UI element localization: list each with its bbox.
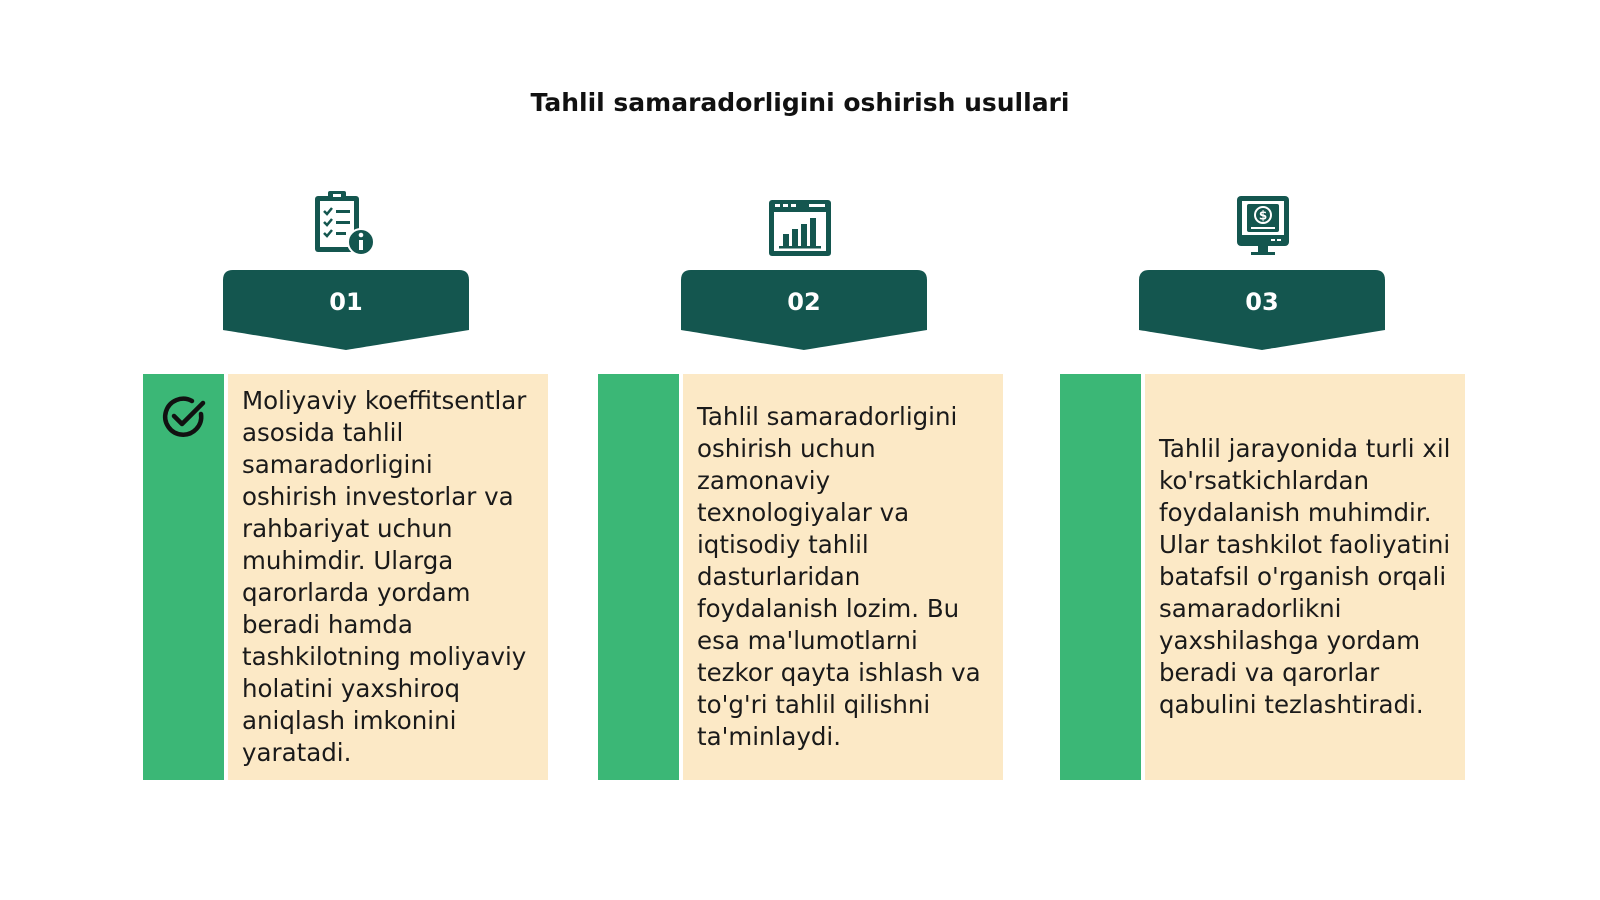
clipboard-checklist-info-icon xyxy=(309,188,381,260)
info-card-01 xyxy=(143,374,548,780)
info-card-02 xyxy=(598,374,1003,780)
page-title: Tahlil samaradorligini oshirish usullari xyxy=(530,88,1070,117)
card-body xyxy=(228,374,548,780)
card-accent-bar xyxy=(598,374,679,780)
card-text: Tahlil samaradorligini oshirish uchun zamonaviy texnologiyalar va iqtisodiy tahlil dasturlaridan foydalanish lozim. Bu esa ma'lumotlarni tezkor qayta ishlash va to'g'ri tahlil qilishni ta'minlaydi. xyxy=(697,402,981,751)
card-text: Moliyaviy koeffitsentlar asosida tahlil samaradorligini oshirish investorlar va rahbariyat uchun muhimdir. Ularga qarorlarda yordam beradi hamda tashkilotning moliyaviy holatini yaxshiroq aniqlash imkonini yaratadi. xyxy=(242,386,527,767)
info-card-03 xyxy=(1060,374,1465,780)
card-accent-bar xyxy=(1060,374,1141,780)
card-body xyxy=(1145,374,1465,780)
card-text: Tahlil jarayonida turli xil ko'rsatkichlardan foydalanish muhimdir. Ular tashkilot faoliyatini batafsil o'rganish orqali samaradorlikni yaxshilashga yordam beradi va qarorlar qabulini tezlashtiradi. xyxy=(1159,434,1451,719)
step-badge-03 xyxy=(1139,270,1385,350)
monitor-dollar-icon xyxy=(1227,190,1299,262)
step-number: 02 xyxy=(787,288,821,316)
browser-bar-chart-icon xyxy=(765,192,837,264)
step-number: 01 xyxy=(329,288,363,316)
step-badge-01 xyxy=(223,270,469,350)
step-badge-02 xyxy=(681,270,927,350)
card-accent-bar xyxy=(143,374,224,780)
step-number: 03 xyxy=(1245,288,1279,316)
check-circle-icon xyxy=(161,394,207,440)
card-body xyxy=(683,374,1003,780)
svg-text:$: $ xyxy=(1258,208,1268,223)
